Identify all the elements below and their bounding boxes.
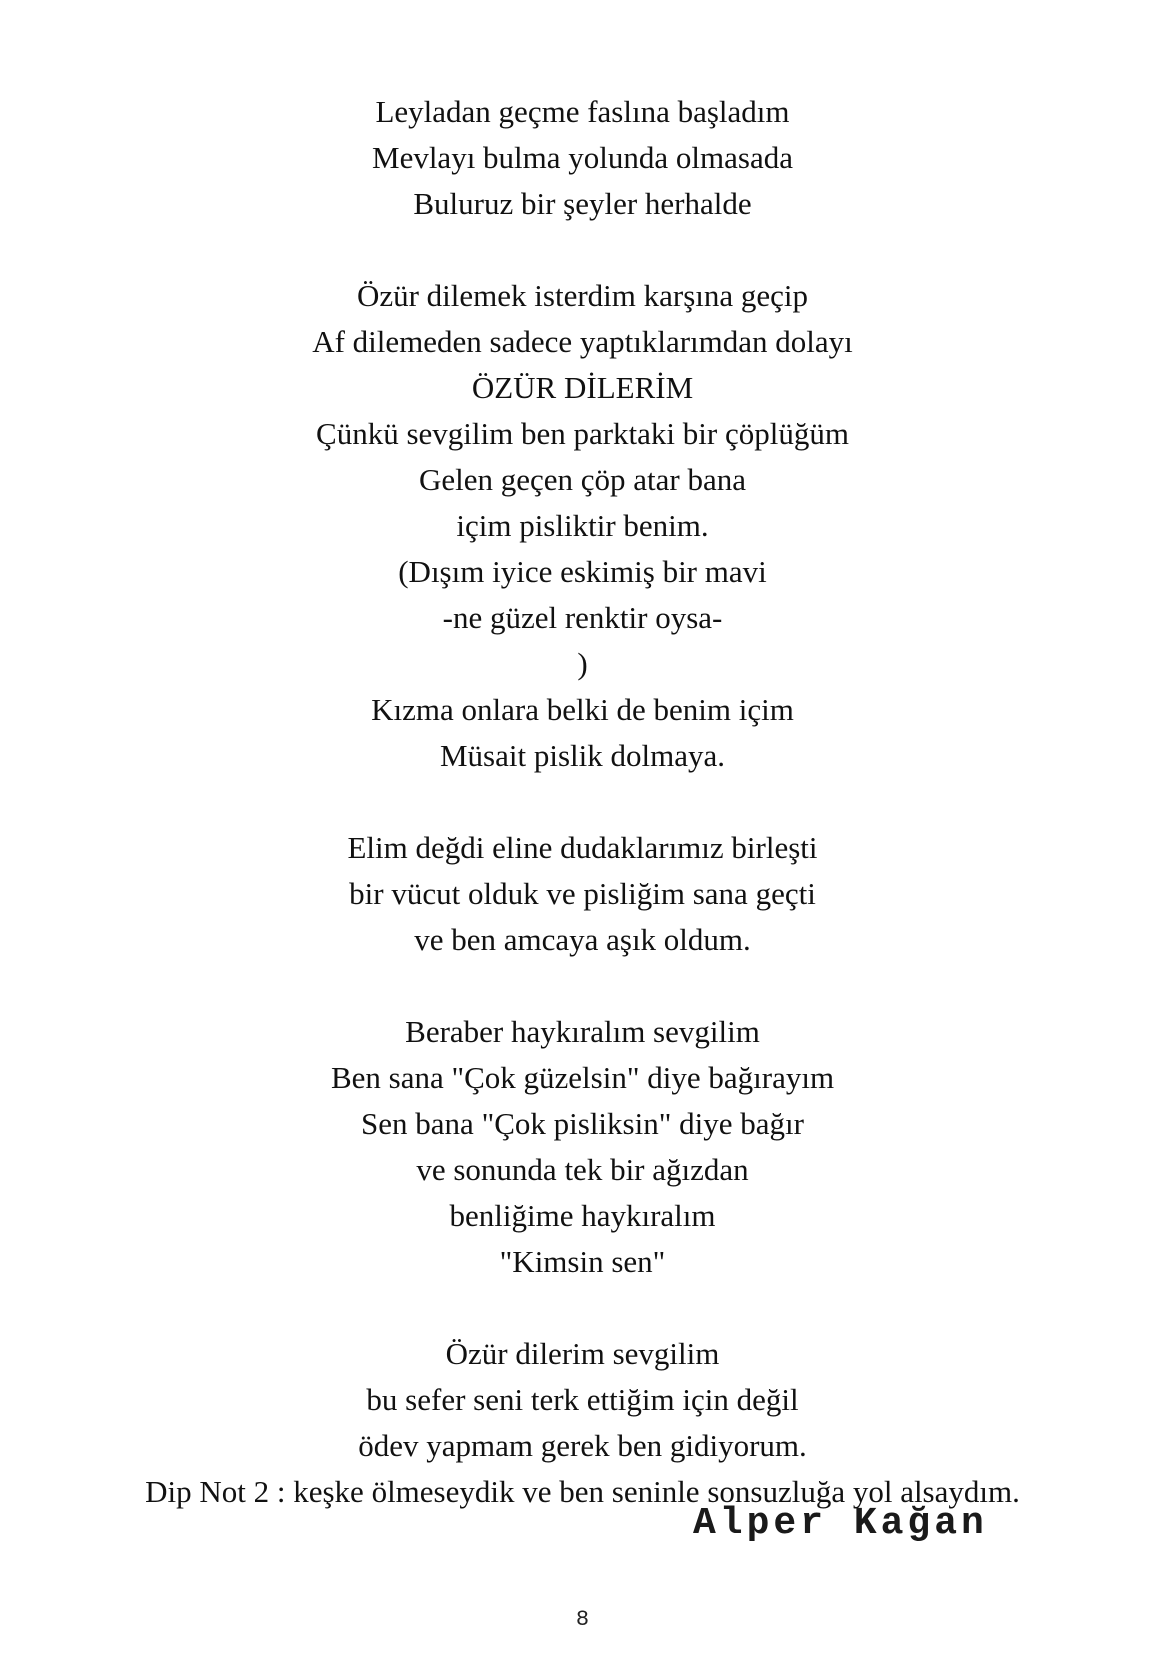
poem-line: ve ben amcaya aşık oldum.	[414, 922, 751, 957]
poem-line: ve sonunda tek bir ağızdan	[416, 1152, 749, 1187]
poem-line: Leyladan geçme faslına başladım	[375, 94, 790, 129]
poem-line: bu sefer seni terk ettiğim için değil	[366, 1382, 799, 1417]
poem-line: Gelen geçen çöp atar bana	[418, 462, 747, 497]
poem-stanza	[0, 1009, 1165, 1285]
poem-line: (Dışım iyice eskimiş bir mavi	[398, 554, 767, 589]
poem-stanza	[0, 89, 1165, 227]
poem-line: Buluruz bir şeyler herhalde	[413, 186, 752, 221]
poem-stanza	[0, 273, 1165, 779]
poem-line: Çünkü sevgilim ben parktaki bir çöplüğüm	[316, 416, 849, 451]
poem-line: Özür dilemek isterdim karşına geçip	[356, 278, 809, 313]
poem-line: Özür dilerim sevgilim	[445, 1336, 720, 1371]
poem-line: Mevlayı bulma yolunda olmasada	[372, 140, 793, 175]
poem-footnote: Dip Not 2 : keşke ölmeseydik ve ben seninle sonsuzluğa yol alsaydım.	[145, 1474, 1020, 1509]
page-number: 8	[575, 1607, 590, 1632]
poem-body	[0, 89, 1165, 1515]
poem-line: Müsait pislik dolmaya.	[439, 738, 725, 773]
poem-line: Beraber haykıralım sevgilim	[405, 1014, 760, 1049]
poem-line: Sen bana "Çok pisliksin" diye bağır	[361, 1106, 804, 1141]
poem-line: Ben sana "Çok güzelsin" diye bağırayım	[330, 1060, 835, 1095]
poem-stanza	[0, 1331, 1165, 1515]
poem-line: "Kimsin sen"	[499, 1244, 666, 1279]
poem-line: Af dilemeden sadece yaptıklarımdan dolayı	[312, 324, 853, 359]
author-signature: Alper Kağan	[693, 1502, 988, 1545]
poem-line: Elim değdi eline dudaklarımız birleşti	[347, 830, 818, 865]
poem-line: )	[577, 646, 588, 681]
poem-line: ÖZÜR DİLERİM	[471, 370, 694, 405]
poem-line: -ne güzel renktir oysa-	[442, 600, 723, 635]
poem-line: ödev yapmam gerek ben gidiyorum.	[358, 1428, 807, 1463]
poem-line: benliğime haykıralım	[449, 1198, 716, 1233]
poem-line: bir vücut olduk ve pisliğim sana geçti	[349, 876, 816, 911]
poem-stanza	[0, 825, 1165, 963]
poem-line: içim pisliktir benim.	[456, 508, 709, 543]
poem-line: Kızma onlara belki de benim içim	[371, 692, 794, 727]
